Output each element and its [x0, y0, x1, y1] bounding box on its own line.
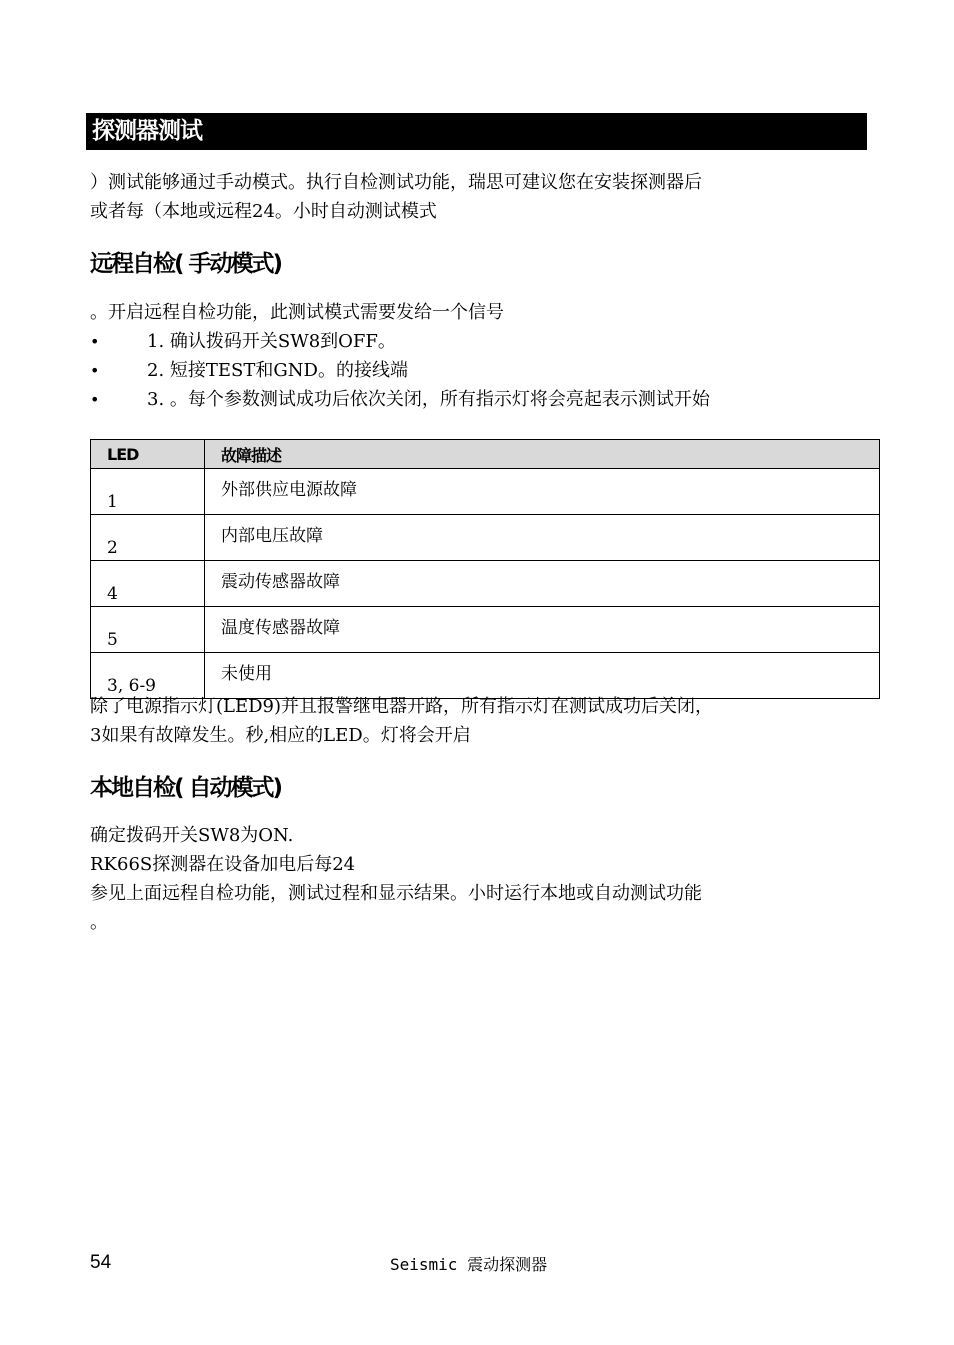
- footer-document-title: Seismic 震动探测器: [390, 1255, 548, 1274]
- section-title: 探测器测试: [86, 113, 867, 150]
- column-header-description: 故障描述: [205, 440, 880, 469]
- remote-lead-text: 。开启远程自检功能，此测试模式需要发给一个信号: [90, 302, 504, 323]
- description-cell: 内部电压故障: [205, 515, 880, 561]
- led-cell: 1: [91, 469, 205, 515]
- table-row: [91, 653, 880, 699]
- bullet-icon: •: [90, 390, 100, 409]
- column-header-led: LED: [91, 440, 205, 469]
- led-cell: 5: [91, 607, 205, 653]
- description-cell: 外部供应电源故障: [205, 469, 880, 515]
- local-line-2: RK66S探测器在设备加电后每24: [90, 854, 356, 875]
- led-cell: 3, 6-9: [91, 653, 205, 699]
- description-cell: 震动传感器故障: [205, 561, 880, 607]
- local-line-3: 参见上面远程自检功能，测试过程和显示结果。小时运行本地或自动测试功能: [90, 883, 702, 904]
- remote-self-test-heading: 远程自检( 手动模式): [90, 251, 282, 277]
- bullet-icon: •: [90, 361, 100, 380]
- led-cell: 4: [91, 561, 205, 607]
- after-table-line-1: 除了电源指示灯(LED9)并且报警继电器开路，所有指示灯在测试成功后关闭，: [90, 696, 714, 717]
- after-table-line-2: 3如果有故障发生。秒,相应的LED。灯将会开启: [90, 725, 471, 746]
- local-line-4: 。: [90, 912, 108, 933]
- bullet-icon: •: [90, 332, 100, 351]
- description-cell: 温度传感器故障: [205, 607, 880, 653]
- table-row: [91, 515, 880, 561]
- description-cell: 未使用: [205, 653, 880, 699]
- local-line-1: 确定拨码开关SW8为ON.: [90, 825, 294, 846]
- list-item-text: 3. 。每个参数测试成功后依次关闭，所有指示灯将会亮起表示测试开始: [147, 389, 710, 410]
- intro-line-1: ）测试能够通过手动模式。执行自检测试功能，瑞思可建议您在安装探测器后: [90, 172, 702, 193]
- intro-line-2: 或者每（本地或远程24。小时自动测试模式: [90, 201, 437, 222]
- table-row: [91, 469, 880, 515]
- table-row: [91, 607, 880, 653]
- local-self-test-heading: 本地自检( 自动模式): [90, 775, 282, 801]
- list-item-text: 1. 确认拨码开关SW8到OFF。: [147, 331, 396, 352]
- page-number: 54: [90, 1252, 112, 1273]
- led-fault-table: [90, 439, 880, 699]
- list-item-text: 2. 短接TEST和GND。的接线端: [147, 360, 408, 381]
- table-row: [91, 561, 880, 607]
- table-header-row: [91, 440, 880, 469]
- led-cell: 2: [91, 515, 205, 561]
